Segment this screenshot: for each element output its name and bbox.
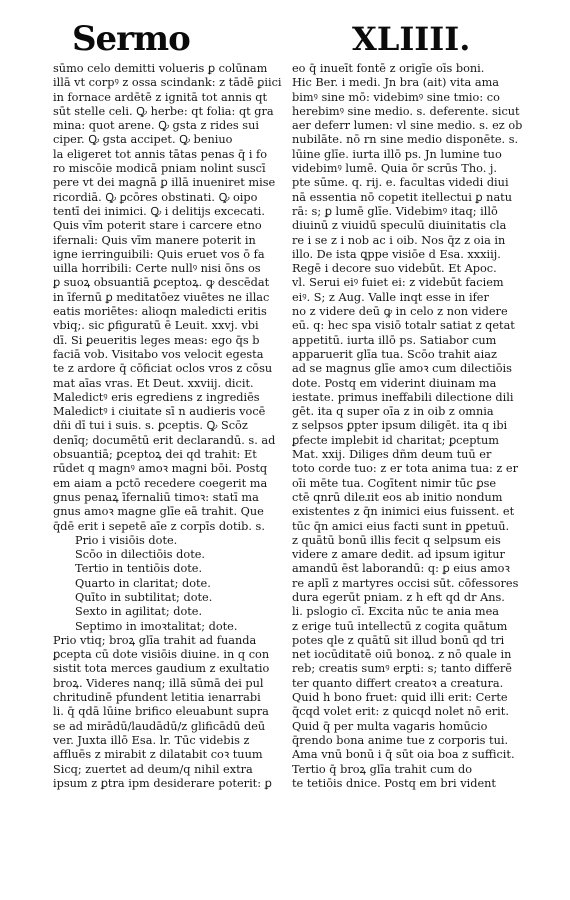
text-line: vl. Serui eiꝰ fuiet ei: z videbūt faciem bbox=[292, 276, 504, 290]
left-text-column bbox=[53, 62, 285, 890]
text-line: dote. Postq em viderint diuinam ma bbox=[292, 376, 497, 390]
right-text-column bbox=[292, 62, 530, 890]
text-line: z quātū bonū illis fecit q selpsum eis bbox=[292, 533, 501, 547]
text-line: in fornace ardētē z ignitā tot annis qt bbox=[53, 90, 268, 104]
text-line: te tetiōis dnice. Postq em bri vident bbox=[292, 776, 496, 790]
text-line: toto corde tuo: z er tota anima tua: z er bbox=[292, 462, 518, 476]
text-line: ꝑfecte implebit id charitat; ꝑceptum bbox=[292, 433, 499, 447]
text-line: eatis moriētes: alioqn maledicti eritis bbox=[53, 305, 267, 319]
text-line: broꝝ. Videres nanq; illā sūmā dei pul bbox=[53, 676, 264, 690]
text-line: ricordiā. Ꝙ ꝑcōres obstinati. Ꝙ oipo bbox=[53, 190, 258, 204]
text-line: bimꝰ sine mō: videbimꝰ sine tmio: co bbox=[292, 90, 500, 104]
text-line: eiꝰ. S; z Aug. Valle inqt esse in ifer bbox=[292, 290, 489, 304]
text-line: in īfernū ꝑ meditatōez viuētes ne illac bbox=[53, 290, 270, 304]
text-line: ver. Juxta illō Esa. lr. Tūc videbis z bbox=[53, 733, 250, 747]
text-line: ꝑcepta cū dote visiōis diuine. in q con bbox=[53, 648, 270, 662]
text-line: mina: quot arene. Ꝙ gsta z rides sui bbox=[53, 119, 259, 133]
text-line: chritudinē pfundent letitia ienarrabi bbox=[53, 691, 261, 705]
text-line: Quid q̄ per multa vagaris homūcio bbox=[292, 719, 488, 733]
text-line: q̄cqd volet erit: z quicqd nolet nō erit. bbox=[292, 705, 509, 719]
text-line: Septimo in imoꝛtalitat; dote. bbox=[75, 619, 238, 633]
text-line: ter quanto differt creatoꝛ a creatura. bbox=[292, 676, 504, 690]
text-line: Quīto in subtilitat; dote. bbox=[75, 590, 213, 604]
text-line: denīq; documētū erit declarandū. s. ad bbox=[53, 433, 276, 447]
text-line: Quarto in claritat; dote. bbox=[75, 576, 211, 590]
text-line: Mat. xxij. Diliges dñm deum tuū er bbox=[292, 448, 492, 462]
text-line: z selpsos ꝑpter ipsum diligēt. ita q ibi bbox=[292, 419, 508, 433]
text-line: ciper. Ꝙ gsta accipet. Ꝙ beniuo bbox=[53, 133, 233, 147]
text-line: apparuerit glīa tua. Scōo trahit aiaz bbox=[292, 347, 497, 361]
text-line: ꝑ suoꝝ obsuantiā ꝑceptoꝝ. ꝙ descēdat bbox=[53, 276, 270, 290]
text-line: obsuantiā; ꝑceptoꝝ dei qd trahit: Et bbox=[53, 448, 257, 462]
text-line: te z ardore q̄ cōficiat oclos vros z cōsu bbox=[53, 362, 273, 376]
text-line: Prio i visiōis dote. bbox=[75, 533, 178, 547]
text-line: Regē i decore suo videbūt. Et Apoc. bbox=[292, 262, 497, 276]
text-line: rā: s; ꝑ lumē glīe. Videbimꝰ itaq; illō bbox=[292, 204, 498, 218]
text-line: lūine glīe. iurta illō ps. Jn lumine tuo bbox=[292, 147, 502, 161]
running-head-sermo: Sermo bbox=[72, 19, 190, 59]
text-line: Scōo in dilectiōis dote. bbox=[75, 548, 206, 562]
text-line: eū. q: hec spa visiō totalr satiat z qetat bbox=[292, 319, 515, 333]
text-line: affluēs z mirabit z dilatabit coꝛ tuum bbox=[53, 748, 263, 762]
text-line: li. pslogio cī. Excita nūc te ania mea bbox=[292, 605, 500, 619]
text-line: potes qle z quātū sit illud bonū qd tri bbox=[292, 633, 505, 647]
text-line: li. q̄ qdā lūine brifico eleuabunt supra bbox=[53, 705, 269, 719]
text-line: videbimꝰ lumē. Quia ōr scrūs Tho. j. bbox=[292, 162, 497, 176]
text-line: ctē qnrū dileɹit eos ab initio nondum bbox=[292, 490, 503, 504]
text-line: Quid h bono fruet: quid illi erit: Certe bbox=[292, 691, 508, 705]
text-line: nubilāte. nō rn sine medio disponēte. s. bbox=[292, 133, 519, 147]
text-line: illā vt corpꝰ z ossa scindank: z tādē ꝑiici bbox=[53, 76, 282, 90]
text-line: mat aīas vras. Et Deut. xxviij. dicit. bbox=[53, 376, 254, 390]
text-line: iestate. primus ineffabili dilectione dili bbox=[292, 390, 514, 404]
text-line: tūc q̄n amici eius facti sunt in ꝑpetuū. bbox=[292, 519, 510, 533]
text-line: se ad mirādū/laudādū/z glificādū deū bbox=[53, 719, 266, 733]
text-line: Quis vīm poterit stare i carcere etno bbox=[53, 219, 262, 233]
text-line: eo q̄ inueīt fontē z origīe oīs boni. bbox=[292, 62, 485, 75]
text-line: oīi mēte tua. Cogītent nimir tūc ꝑse bbox=[292, 476, 497, 490]
text-line: pere vt dei magnā ꝑ illā inueniret mise bbox=[53, 176, 276, 190]
text-line: illo. De ista ꝗppe visiōe d̄ Esa. xxxiij. bbox=[292, 247, 501, 261]
text-line: ifernali: Quis vīm manere poterit in bbox=[53, 233, 256, 247]
text-line: Hic Ber. i medi. Jn bra (ait) vita ama bbox=[292, 76, 500, 90]
text-line: appetitū. iurta illō ps. Satiabor cum bbox=[292, 333, 497, 347]
text-line: Sexto in agilitat; dote. bbox=[75, 605, 203, 619]
text-line: sūt stelle celi. Ꝙ herbe: qt folia: qt gra bbox=[53, 104, 274, 118]
text-line: uilla horribili: Certe nullꝰ nisi ōns os bbox=[53, 262, 261, 276]
text-line: dura egerūt pniam. z h eft qd dr Ans. bbox=[292, 590, 505, 604]
text-line: gēt. ita q super oīa z in oib z omnia bbox=[292, 405, 494, 419]
text-line: re i se z i nob ac i oib. Nos q̄z z oia in bbox=[292, 233, 506, 247]
text-line: ro miscōie modicā pniam nolint suscī bbox=[53, 162, 266, 176]
text-line: reb; creatis sumꝰ erꝑti: s; tanto differē bbox=[292, 662, 512, 676]
text-line: la eligeret tot annis tātas penas q̄ i fo bbox=[53, 147, 268, 161]
text-line: amandū ēst laborandū: q: ꝑ eius amoꝛ bbox=[292, 562, 510, 576]
text-line: no z videre deū ꝙ in celo z non videre bbox=[292, 305, 508, 319]
text-line: igne ierringuibili: Quis eruet vos ō fa bbox=[53, 247, 265, 261]
text-line: nā essentia nō copetit itellectui ꝑ natu bbox=[292, 190, 513, 204]
text-line: videre z amare dedit. ad ipsum igitur bbox=[292, 548, 505, 562]
text-line: existentes z q̄n inimici eius fuissent. et bbox=[292, 505, 515, 519]
text-line: pte sūme. q. rij. e. facultas videdi diui bbox=[292, 176, 509, 190]
text-line: faciā vob. Visitabo vos velocit egesta bbox=[53, 347, 264, 361]
text-line: q̄dē erit i sepetē aīe z corpīs dotib. s. bbox=[53, 519, 265, 533]
text-line: herebimꝰ sine medio. s. deferente. sicut bbox=[292, 104, 520, 118]
text-line: Tertio in tentiōis dote. bbox=[75, 562, 203, 576]
text-line: net iocūditatē oiū bonoꝝ. z nō quale in bbox=[292, 648, 512, 662]
text-line: gnus amoꝛ magne glīe eā trahit. Que bbox=[53, 505, 264, 519]
text-line: Ama vnū bonū i q̄ sūt oia boa z sufficit. bbox=[292, 748, 515, 762]
text-line: sistit tota merces gaudium z exultatio bbox=[53, 662, 270, 676]
text-line: Maledictꝰ i ciuitate sī n audieris vocē bbox=[53, 405, 266, 419]
text-line: Sicq; zuertet ad deum/q nihil extra bbox=[53, 762, 253, 776]
text-line: dñi dī tui i suis. s. ꝑceptis. Ꝙ Scōz bbox=[53, 419, 248, 433]
text-line: ad se magnus glīe amoꝛ cum dilectiōis bbox=[292, 362, 512, 376]
text-line: sūmo celo demitti volueris ꝑ colūnam bbox=[53, 62, 268, 75]
text-line: dī. Si ꝑeueritis leges meas: ego q̄s b bbox=[53, 333, 260, 347]
text-line: Prio vtiq; broꝝ glīa trahit ad fuanda bbox=[53, 633, 257, 647]
text-line: q̄rendo bona anime tue z corporis tui. bbox=[292, 733, 509, 747]
text-line: diuinū z viuidū speculū diuinitatis cla bbox=[292, 219, 507, 233]
sermon-number: XLIIII. bbox=[352, 20, 471, 58]
text-line: rūdet q magnꝰ amoꝛ magni bōi. Postq bbox=[53, 462, 268, 476]
text-line: Maledictꝰ eris egrediens z ingrediēs bbox=[53, 390, 260, 404]
text-line: aer deferr lumen: vl sine medio. s. ez ob bbox=[292, 119, 523, 133]
text-line: tentī dei inimici. Ꝙ i delitijs excecati. bbox=[53, 204, 265, 218]
text-line: em aiam a pctō recedere coegerit ma bbox=[53, 476, 268, 490]
text-line: Tertio q̄ broꝝ glīa trahit cum do bbox=[292, 762, 473, 776]
text-line: z erige tuū intellectū z cogita quātum bbox=[292, 619, 508, 633]
text-line: vbiq;. sic ꝑfiguratū ē Leuit. xxvj. vbi bbox=[53, 319, 259, 333]
text-line: gnus penaꝝ īfernaliū timoꝛ: statī ma bbox=[53, 490, 259, 504]
text-line: ipsum z ꝑtra ipm desiderare poterit: ꝑ bbox=[53, 776, 272, 790]
text-line: re aplī z martyres occisi sūt. cōfessores bbox=[292, 576, 519, 590]
